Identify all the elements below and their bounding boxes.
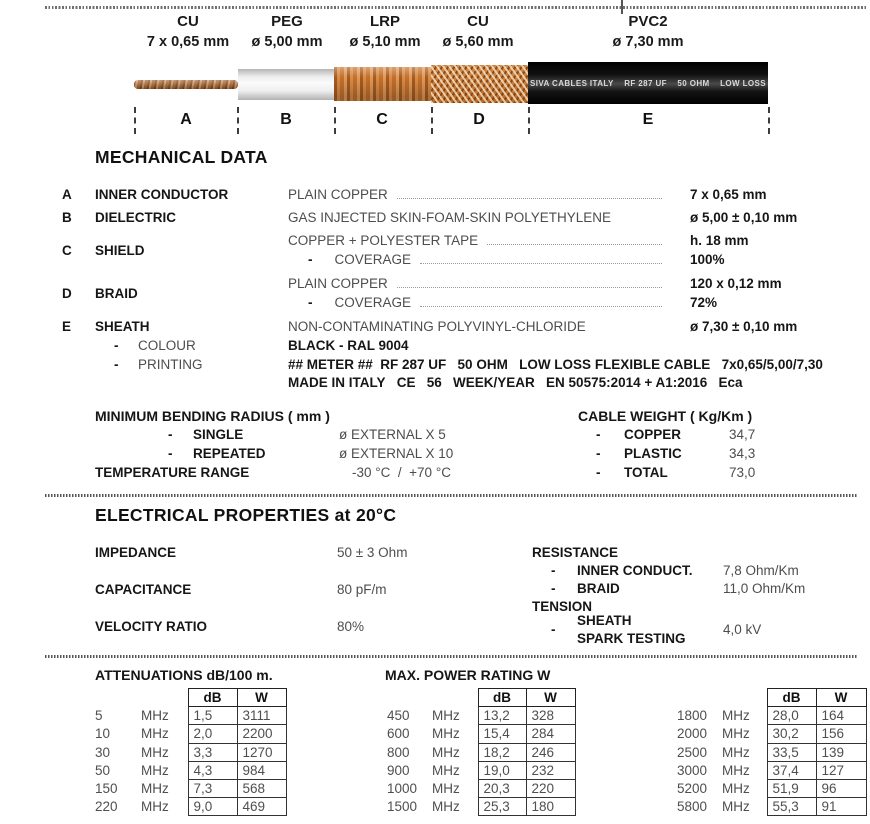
sub-dash: - xyxy=(596,465,601,480)
resistance-value: 11,0 Ohm/Km xyxy=(723,581,806,596)
section-tick xyxy=(237,107,239,134)
row-letter: B xyxy=(62,210,72,225)
sub-dash: - xyxy=(308,252,313,267)
mechanical-title: MECHANICAL DATA xyxy=(95,147,268,167)
power-title: MAX. POWER RATING W xyxy=(385,667,551,683)
sub-dash: - xyxy=(596,427,601,442)
section-letter: B xyxy=(280,111,292,128)
col-header-w: W xyxy=(816,689,866,707)
table-row: 5200 MHz 51,9 96 xyxy=(677,780,866,798)
col-header-db: dB xyxy=(767,689,816,707)
material-name: PVC2 xyxy=(628,13,668,30)
bending-value: ø EXTERNAL X 5 xyxy=(339,427,446,442)
row-value: 7 x 0,65 mm xyxy=(690,187,767,202)
section-divider xyxy=(45,655,857,658)
row-desc: PLAIN COPPER xyxy=(288,276,388,291)
colour-label: COLOUR xyxy=(138,338,196,353)
table-row: 2500 MHz 33,5 139 xyxy=(677,743,866,761)
row-desc-line xyxy=(288,233,666,248)
table-row: 450 MHz 13,2 328 xyxy=(387,707,575,725)
table-row: 1500 MHz 25,3 180 xyxy=(387,798,575,816)
dotted-leader xyxy=(397,286,662,288)
sub-dash: - xyxy=(308,295,313,310)
row-subdesc-line xyxy=(288,295,666,310)
electrical-title: ELECTRICAL PROPERTIES at 20°C xyxy=(95,505,397,525)
attenuation-table-2 xyxy=(387,688,576,816)
table-row: 1000 MHz 20,3 220 xyxy=(387,780,575,798)
electrical-value: 50 ± 3 Ohm xyxy=(337,545,408,560)
table-row: 150 MHz 7,3 568 xyxy=(95,780,286,798)
table-row: 2000 MHz 30,2 156 xyxy=(677,725,866,743)
electrical-label: VELOCITY RATIO xyxy=(95,619,208,634)
row-label: SHIELD xyxy=(95,243,145,258)
table-row: 3000 MHz 37,4 127 xyxy=(677,761,866,779)
electrical-value: 80 pF/m xyxy=(337,582,387,597)
weight-label: PLASTIC xyxy=(624,446,682,461)
bending-title: MINIMUM BENDING RADIUS ( mm ) xyxy=(95,408,330,424)
weight-value: 34,3 xyxy=(729,446,756,461)
resistance-title: RESISTANCE xyxy=(532,545,619,560)
sub-dash: - xyxy=(168,427,173,442)
cable-segment-shield-foil xyxy=(334,67,431,101)
page-edge-tick xyxy=(621,0,623,14)
weight-label: TOTAL xyxy=(624,465,668,480)
row-value: h. 18 mm xyxy=(690,233,749,248)
bending-label: SINGLE xyxy=(193,427,244,442)
sub-dash: - xyxy=(551,581,556,596)
material-name: CU xyxy=(467,13,489,30)
row-desc: PLAIN COPPER xyxy=(288,187,388,202)
temperature-label: TEMPERATURE RANGE xyxy=(95,465,250,480)
attenuation-table-1 xyxy=(95,688,287,816)
cable-segment-inner-conductor xyxy=(134,80,238,89)
section-tick xyxy=(431,107,433,134)
material-name: LRP xyxy=(370,13,400,30)
table-row: 10 MHz 2,0 2200 xyxy=(95,725,286,743)
table-row: 5800 MHz 55,3 91 xyxy=(677,798,866,816)
tension-value: 4,0 kV xyxy=(723,622,762,637)
row-desc-line xyxy=(288,276,666,291)
printing-line-2: MADE IN ITALY CE 56 WEEK/YEAR EN 50575:2014 + A1:2016 Eca xyxy=(288,375,743,390)
table-row: 600 MHz 15,4 284 xyxy=(387,725,575,743)
tension-label-line2: SPARK TESTING xyxy=(577,631,686,646)
row-desc-line xyxy=(288,187,666,202)
electrical-label: IMPEDANCE xyxy=(95,545,177,560)
dotted-leader xyxy=(487,243,662,245)
sub-dash: - xyxy=(551,563,556,578)
section-tick xyxy=(768,107,770,134)
section-divider xyxy=(45,494,857,497)
col-header-db: dB xyxy=(188,689,237,707)
row-sub-label: COVERAGE xyxy=(334,295,412,310)
bending-value: ø EXTERNAL X 10 xyxy=(339,446,454,461)
cable-segment-dielectric xyxy=(238,69,334,100)
row-letter: C xyxy=(62,243,72,258)
sub-dash: - xyxy=(114,357,119,372)
weight-label: COPPER xyxy=(624,427,682,442)
section-tick xyxy=(134,107,136,134)
sheath-print-text: SIVA CABLES ITALY RF 287 UF 50 OHM LOW LOSS xyxy=(530,78,766,88)
cable-segment-sheath xyxy=(528,62,768,104)
material-name: CU xyxy=(177,13,199,30)
material-size: ø 5,00 mm xyxy=(251,34,323,50)
electrical-value: 80% xyxy=(337,619,365,634)
sub-dash: - xyxy=(168,446,173,461)
col-header-db: dB xyxy=(478,689,526,707)
row-value: ø 5,00 ± 0,10 mm xyxy=(690,210,798,225)
table-row: 220 MHz 9,0 469 xyxy=(95,798,286,816)
section-tick xyxy=(334,107,336,134)
section-letter: C xyxy=(376,111,388,128)
bending-label: REPEATED xyxy=(193,446,266,461)
row-sub-value: 100% xyxy=(690,252,725,267)
dotted-leader xyxy=(420,262,662,264)
printing-line-1: ## METER ## RF 287 UF 50 OHM LOW LOSS FLEXIBLE CABLE 7x0,65/5,00/7,30 xyxy=(288,357,823,372)
table-row: 800 MHz 18,2 246 xyxy=(387,743,575,761)
row-value: 120 x 0,12 mm xyxy=(690,276,782,291)
col-header-w: W xyxy=(237,689,286,707)
col-header-w: W xyxy=(526,689,575,707)
table-row: 30 MHz 3,3 1270 xyxy=(95,743,286,761)
table-row: 50 MHz 4,3 984 xyxy=(95,761,286,779)
colour-value: BLACK - RAL 9004 xyxy=(288,338,409,353)
row-desc: COPPER + POLYESTER TAPE xyxy=(288,233,479,248)
resistance-label: BRAID xyxy=(577,581,620,596)
sub-dash: - xyxy=(551,622,556,637)
dotted-leader xyxy=(397,197,662,199)
cable-segment-braid xyxy=(431,65,528,103)
temperature-value: -30 °C / +70 °C xyxy=(352,465,451,480)
resistance-label: INNER CONDUCT. xyxy=(577,563,693,578)
material-size: ø 5,60 mm xyxy=(442,34,514,50)
material-size: 7 x 0,65 mm xyxy=(146,34,230,50)
row-sub-value: 72% xyxy=(690,295,718,310)
row-desc: NON-CONTAMINATING POLYVINYL-CHLORIDE xyxy=(288,319,586,334)
row-letter: A xyxy=(62,187,72,202)
dotted-leader xyxy=(420,305,662,307)
tension-title: TENSION xyxy=(532,599,593,614)
electrical-label: CAPACITANCE xyxy=(95,582,192,597)
attenuation-table-3 xyxy=(677,688,867,816)
section-letter: D xyxy=(473,111,485,128)
weight-value: 73,0 xyxy=(729,465,756,480)
section-tick xyxy=(528,107,530,134)
sub-dash: - xyxy=(596,446,601,461)
material-size: ø 7,30 mm xyxy=(612,34,684,50)
row-label: INNER CONDUCTOR xyxy=(95,187,229,202)
row-desc: GAS INJECTED SKIN-FOAM-SKIN POLYETHYLENE xyxy=(288,210,612,225)
table-row: 900 MHz 19,0 232 xyxy=(387,761,575,779)
table-row: 5 MHz 1,5 3111 xyxy=(95,707,286,725)
row-label: BRAID xyxy=(95,286,138,301)
row-label: SHEATH xyxy=(95,319,150,334)
row-subdesc-line xyxy=(288,252,666,267)
weight-title: CABLE WEIGHT ( Kg/Km ) xyxy=(578,408,753,424)
resistance-value: 7,8 Ohm/Km xyxy=(723,563,799,578)
tension-label-line1: SHEATH xyxy=(577,613,632,628)
row-letter: D xyxy=(62,286,72,301)
row-sub-label: COVERAGE xyxy=(334,252,412,267)
row-value: ø 7,30 ± 0,10 mm xyxy=(690,319,798,334)
material-name: PEG xyxy=(271,13,303,30)
row-letter: E xyxy=(62,319,72,334)
row-label: DIELECTRIC xyxy=(95,210,176,225)
weight-value: 34,7 xyxy=(729,427,756,442)
top-dotted-rule xyxy=(45,6,868,9)
table-row: 1800 MHz 28,0 164 xyxy=(677,707,866,725)
section-letter: A xyxy=(180,111,192,128)
sub-dash: - xyxy=(114,338,119,353)
section-letter: E xyxy=(642,111,654,128)
printing-label: PRINTING xyxy=(138,357,203,372)
material-size: ø 5,10 mm xyxy=(349,34,421,50)
attenuation-title: ATTENUATIONS dB/100 m. xyxy=(95,667,273,683)
